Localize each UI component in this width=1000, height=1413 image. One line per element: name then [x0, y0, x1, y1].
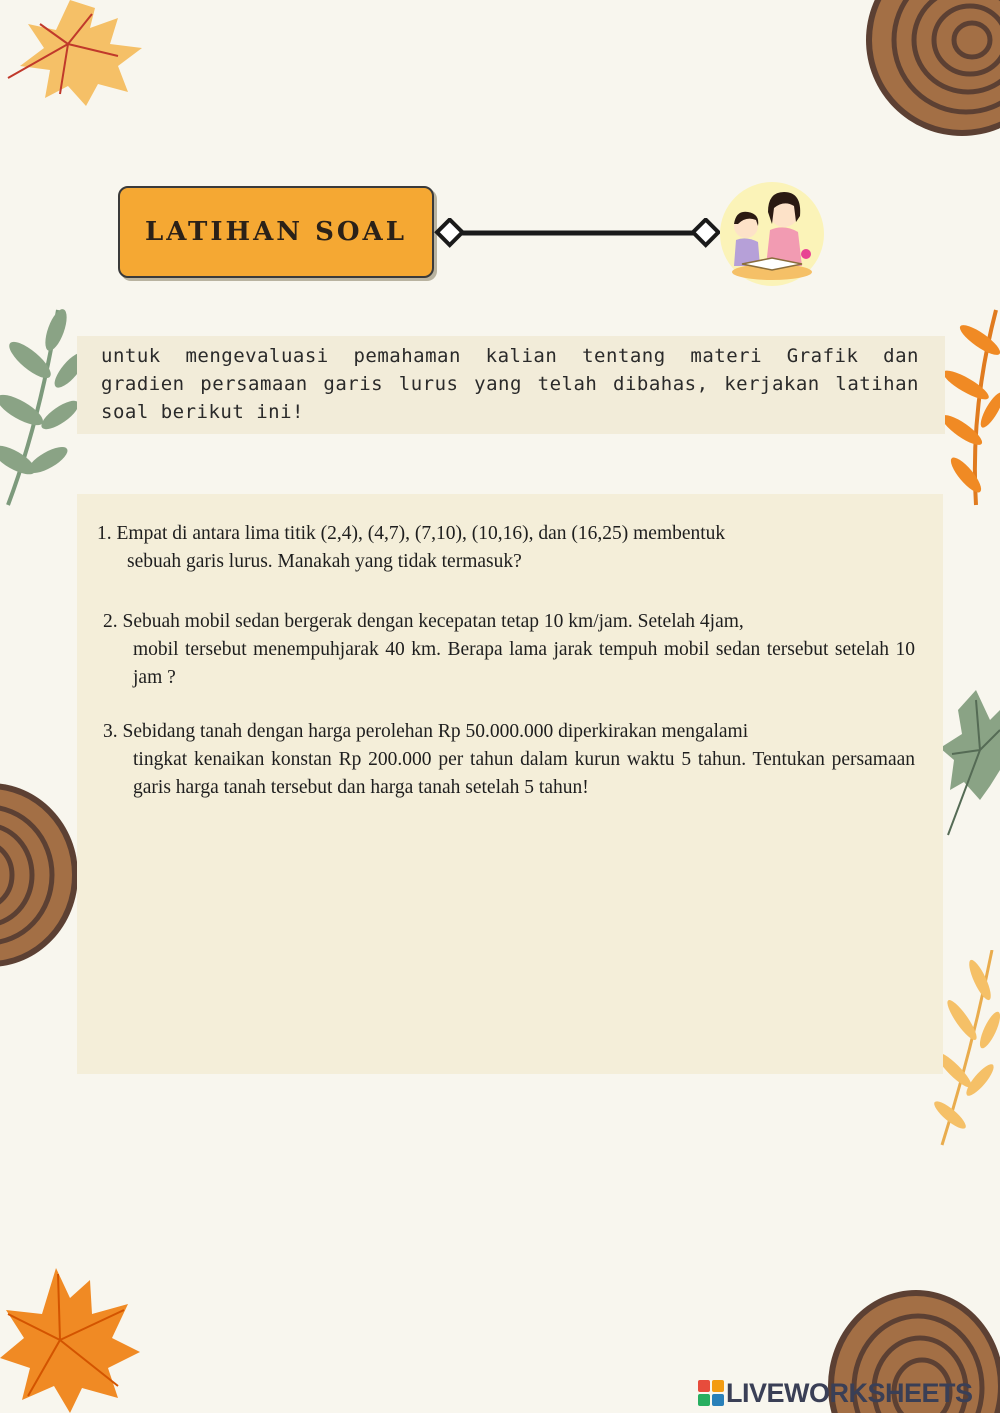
- question-2: [103, 608, 915, 692]
- question-1-continuation: sebuah garis lurus. Manakah yang tidak termasuk?: [127, 551, 522, 572]
- intro-text: untuk mengevaluasi pemahaman kalian tentang materi Grafik dan gradien persamaan garis lurus yang telah dibahas, kerjakan latihan soal berikut ini!: [101, 345, 919, 423]
- liveworksheets-logo-icon: [698, 1380, 724, 1406]
- question-3: [103, 718, 915, 802]
- page-title: LATIHAN SOAL: [145, 217, 407, 247]
- question-3-continuation: tingkat kenaikan konstan Rp 200.000 per tahun dalam kurun waktu 5 tahun. Tentukan persamaan garis harga tanah tersebut dan harga tanah setelah 5 tahun!: [133, 749, 915, 798]
- question-2-continuation: mobil tersebut menempuhjarak 40 km. Berapa lama jarak tempuh mobil sedan tersebut setelah 10 jam ?: [133, 639, 915, 688]
- title-banner: [118, 186, 434, 278]
- question-1: [97, 520, 917, 576]
- questions-box: [77, 494, 943, 1074]
- watermark-text: LIVEWORKSHEETS: [726, 1377, 973, 1408]
- green-leaf-right-icon: [940, 690, 1000, 840]
- intro-box: [77, 336, 945, 434]
- mother-and-child-illustration-icon: [716, 178, 828, 288]
- wood-slice-left-icon: [0, 780, 80, 970]
- question-1-first-line: 1. Empat di antara lima titik (2,4), (4,7), (7,10), (10,16), dan (16,25) membentuk: [97, 523, 726, 544]
- liveworksheets-watermark: [698, 1376, 973, 1410]
- question-3-first-line: 3. Sebidang tanah dengan harga perolehan Rp 50.000.000 diperkirakan mengalami: [103, 721, 749, 742]
- question-2-first-line: 2. Sebuah mobil sedan bergerak dengan kecepatan tetap 10 km/jam. Setelah 4jam,: [103, 611, 744, 632]
- title-connector-line: [434, 218, 720, 248]
- maple-leaf-top-left-icon: [0, 0, 150, 110]
- maple-leaf-bottom-left-icon: [0, 1268, 140, 1413]
- wood-slice-top-right-icon: [862, 0, 1000, 140]
